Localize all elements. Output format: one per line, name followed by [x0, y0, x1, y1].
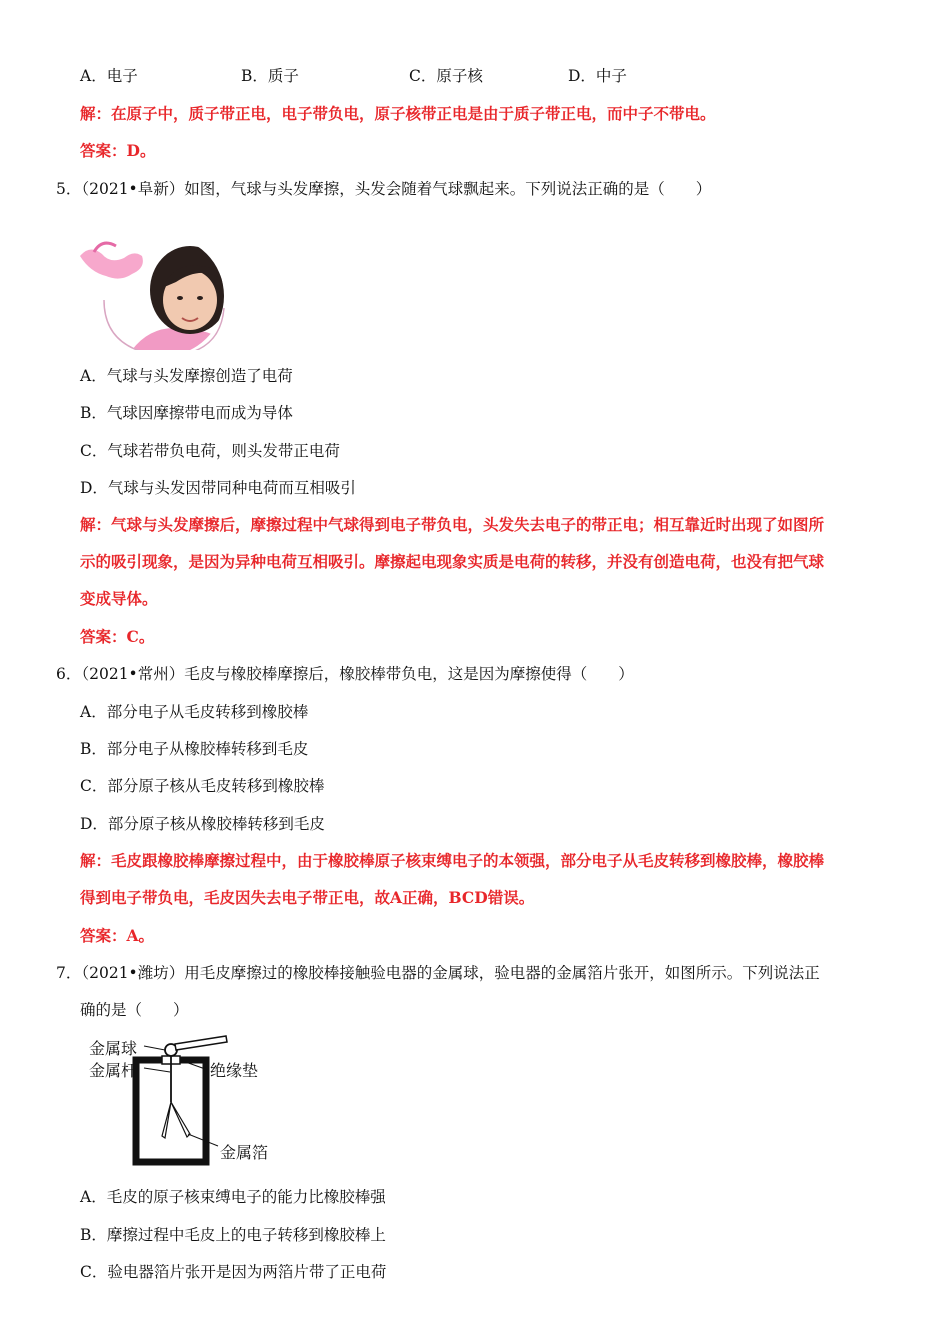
q4-option-a: A．电子 [80, 67, 138, 85]
balloon-hair-figure [80, 238, 230, 350]
q4-option-b: B．质子 [241, 67, 299, 85]
q5-solution-line-3: 变成导体。 [80, 589, 158, 608]
q7-stem-line-1: 7．（2021•潍坊）用毛皮摩擦过的橡胶棒接触验电器的金属球，验电器的金属箔片张开，如图所示。下列说法正 [56, 964, 820, 982]
q5-solution-line-1: 解：气球与头发摩擦后，摩擦过程中气球得到电子带负电，头发失去电子的带正电；相互靠近时出现了如图所 [80, 515, 825, 534]
q5-option-a: A．气球与头发摩擦创造了电荷 [80, 367, 293, 385]
q4-solution: 解：在原子中，质子带正电，电子带负电，原子核带正电是由于质子带正电，而中子不带电。 [80, 104, 716, 123]
q7-option-c: C．验电器箔片张开是因为两箔片带了正电荷 [80, 1263, 387, 1281]
q4-answer: 答案：D。 [80, 141, 156, 160]
q6-answer: 答案：A。 [80, 926, 155, 945]
q7-option-a: A．毛皮的原子核束缚电子的能力比橡胶棒强 [80, 1188, 386, 1206]
q6-option-c: C．部分原子核从毛皮转移到橡胶棒 [80, 777, 325, 795]
label-metal-ball: 金属球 [89, 1039, 138, 1058]
q5-option-c: C．气球若带负电荷，则头发带正电荷 [80, 442, 340, 460]
q6-option-b: B．部分电子从橡胶棒转移到毛皮 [80, 740, 309, 758]
q5-answer: 答案：C。 [80, 627, 155, 646]
q6-solution-line-2: 得到电子带负电，毛皮因失去电子带正电，故A正确，BCD错误。 [80, 888, 535, 907]
q4-options [80, 66, 780, 86]
q4-option-c: C．原子核 [409, 67, 483, 85]
label-metal-foil: 金属箔 [220, 1143, 269, 1162]
q6-option-d: D．部分原子核从橡胶棒转移到毛皮 [80, 815, 325, 833]
q7-stem-line-2: 确的是（ ） [80, 1001, 189, 1019]
q5-option-b: B．气球因摩擦带电而成为导体 [80, 404, 293, 422]
q5-stem: 5．（2021•阜新）如图，气球与头发摩擦，头发会随着气球飘起来。下列说法正确的是（ ） [56, 180, 712, 198]
q6-option-a: A．部分电子从毛皮转移到橡胶棒 [80, 703, 309, 721]
label-metal-rod: 金属杆 [89, 1061, 138, 1080]
q5-option-d: D．气球与头发因带同种电荷而互相吸引 [80, 479, 356, 497]
q6-stem: 6．（2021•常州）毛皮与橡胶棒摩擦后，橡胶棒带负电，这是因为摩擦使得（ ） [56, 665, 634, 683]
q6-solution-line-1: 解：毛皮跟橡胶棒摩擦过程中，由于橡胶棒原子核束缚电子的本领强，部分电子从毛皮转移到橡胶棒，橡胶棒 [80, 851, 825, 870]
label-insulating-pad: 绝缘垫 [210, 1061, 259, 1080]
q7-option-b: B．摩擦过程中毛皮上的电子转移到橡胶棒上 [80, 1226, 386, 1244]
electroscope-figure [86, 1030, 286, 1168]
q4-option-d: D．中子 [568, 67, 627, 85]
q5-solution-line-2: 示的吸引现象，是因为异种电荷互相吸引。摩擦起电现象实质是电荷的转移，并没有创造电荷，也没有把气球 [80, 552, 825, 571]
